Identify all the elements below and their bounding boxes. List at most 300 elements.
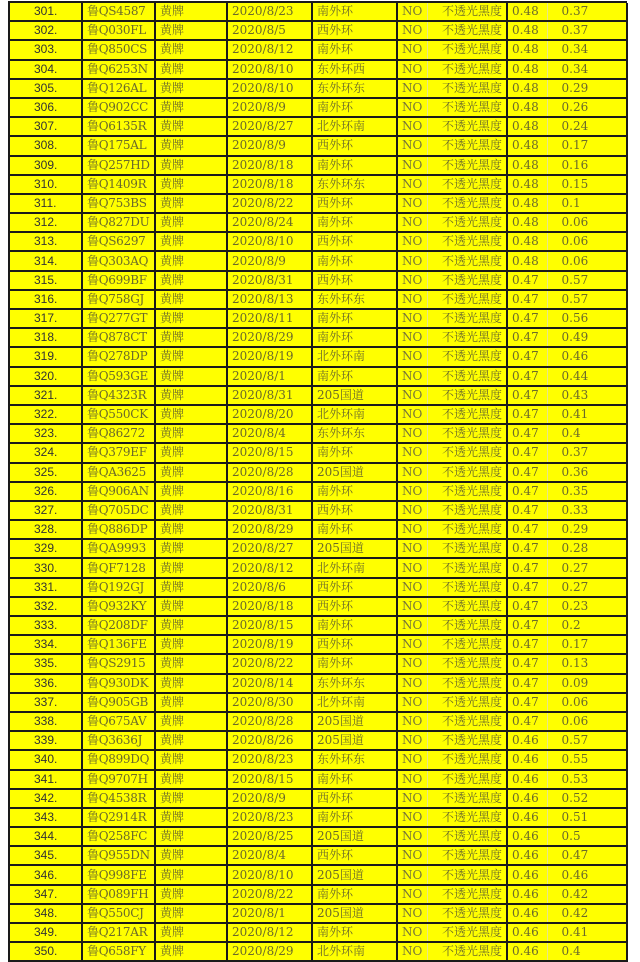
license-plate-cell[interactable]: 鲁QF7128 bbox=[82, 558, 155, 577]
flag-cell[interactable]: NO bbox=[397, 367, 427, 386]
license-plate-cell[interactable]: 鲁Q886DP bbox=[82, 520, 155, 539]
violation-type-cell[interactable]: 不透光黑度 bbox=[427, 309, 507, 328]
row-index-cell[interactable]: 314. bbox=[10, 251, 82, 270]
measured-value-cell[interactable]: 0.06 bbox=[547, 213, 627, 232]
measured-value-cell[interactable]: 0.26 bbox=[547, 98, 627, 117]
road-location-cell[interactable]: 东外环东 bbox=[312, 175, 397, 194]
road-location-cell[interactable]: 205国道 bbox=[312, 463, 397, 482]
date-cell[interactable]: 2020/8/29 bbox=[227, 942, 312, 961]
license-plate-cell[interactable]: 鲁Q192GJ bbox=[82, 578, 155, 597]
road-location-cell[interactable]: 南外环 bbox=[312, 367, 397, 386]
plate-type-cell[interactable]: 黄牌 bbox=[155, 597, 227, 616]
row-index-cell[interactable]: 325. bbox=[10, 463, 82, 482]
measured-value-cell[interactable]: 0.42 bbox=[547, 885, 627, 904]
flag-cell[interactable]: NO bbox=[397, 79, 427, 98]
plate-type-cell[interactable]: 黄牌 bbox=[155, 347, 227, 366]
road-location-cell[interactable]: 南外环 bbox=[312, 213, 397, 232]
date-cell[interactable]: 2020/8/23 bbox=[227, 750, 312, 769]
date-cell[interactable]: 2020/8/29 bbox=[227, 520, 312, 539]
road-location-cell[interactable]: 西外环 bbox=[312, 136, 397, 155]
plate-type-cell[interactable]: 黄牌 bbox=[155, 136, 227, 155]
measured-value-cell[interactable]: 0.51 bbox=[547, 808, 627, 827]
date-cell[interactable]: 2020/8/31 bbox=[227, 501, 312, 520]
date-cell[interactable]: 2020/8/15 bbox=[227, 616, 312, 635]
flag-cell[interactable]: NO bbox=[397, 232, 427, 251]
flag-cell[interactable]: NO bbox=[397, 597, 427, 616]
measured-value-cell[interactable]: 0.55 bbox=[547, 750, 627, 769]
flag-cell[interactable]: NO bbox=[397, 770, 427, 789]
flag-cell[interactable]: NO bbox=[397, 405, 427, 424]
violation-type-cell[interactable]: 不透光黑度 bbox=[427, 827, 507, 846]
limit-value-cell[interactable]: 0.48 bbox=[507, 136, 547, 155]
date-cell[interactable]: 2020/8/9 bbox=[227, 251, 312, 270]
road-location-cell[interactable]: 西外环 bbox=[312, 271, 397, 290]
license-plate-cell[interactable]: 鲁Q658FY bbox=[82, 942, 155, 961]
violation-type-cell[interactable]: 不透光黑度 bbox=[427, 290, 507, 309]
road-location-cell[interactable]: 西外环 bbox=[312, 635, 397, 654]
license-plate-cell[interactable]: 鲁Q878CT bbox=[82, 328, 155, 347]
flag-cell[interactable]: NO bbox=[397, 865, 427, 884]
violation-type-cell[interactable]: 不透光黑度 bbox=[427, 597, 507, 616]
row-index-cell[interactable]: 305. bbox=[10, 79, 82, 98]
limit-value-cell[interactable]: 0.47 bbox=[507, 309, 547, 328]
flag-cell[interactable]: NO bbox=[397, 885, 427, 904]
limit-value-cell[interactable]: 0.46 bbox=[507, 808, 547, 827]
measured-value-cell[interactable]: 0.37 bbox=[547, 3, 627, 21]
violation-type-cell[interactable]: 不透光黑度 bbox=[427, 674, 507, 693]
limit-value-cell[interactable]: 0.47 bbox=[507, 501, 547, 520]
measured-value-cell[interactable]: 0.28 bbox=[547, 539, 627, 558]
violation-type-cell[interactable]: 不透光黑度 bbox=[427, 865, 507, 884]
row-index-cell[interactable]: 329. bbox=[10, 539, 82, 558]
flag-cell[interactable]: NO bbox=[397, 846, 427, 865]
measured-value-cell[interactable]: 0.09 bbox=[547, 674, 627, 693]
limit-value-cell[interactable]: 0.46 bbox=[507, 827, 547, 846]
violation-type-cell[interactable]: 不透光黑度 bbox=[427, 443, 507, 462]
plate-type-cell[interactable]: 黄牌 bbox=[155, 654, 227, 673]
limit-value-cell[interactable]: 0.47 bbox=[507, 520, 547, 539]
flag-cell[interactable]: NO bbox=[397, 731, 427, 750]
road-location-cell[interactable]: 东外环东 bbox=[312, 424, 397, 443]
road-location-cell[interactable]: 东外环东 bbox=[312, 750, 397, 769]
measured-value-cell[interactable]: 0.44 bbox=[547, 367, 627, 386]
measured-value-cell[interactable]: 0.57 bbox=[547, 290, 627, 309]
plate-type-cell[interactable]: 黄牌 bbox=[155, 789, 227, 808]
date-cell[interactable]: 2020/8/9 bbox=[227, 136, 312, 155]
road-location-cell[interactable]: 南外环 bbox=[312, 808, 397, 827]
plate-type-cell[interactable]: 黄牌 bbox=[155, 558, 227, 577]
date-cell[interactable]: 2020/8/25 bbox=[227, 827, 312, 846]
limit-value-cell[interactable]: 0.48 bbox=[507, 232, 547, 251]
flag-cell[interactable]: NO bbox=[397, 501, 427, 520]
date-cell[interactable]: 2020/8/11 bbox=[227, 309, 312, 328]
flag-cell[interactable]: NO bbox=[397, 213, 427, 232]
violation-type-cell[interactable]: 不透光黑度 bbox=[427, 654, 507, 673]
license-plate-cell[interactable]: 鲁Q550CJ bbox=[82, 904, 155, 923]
date-cell[interactable]: 2020/8/12 bbox=[227, 923, 312, 942]
road-location-cell[interactable]: 205国道 bbox=[312, 539, 397, 558]
road-location-cell[interactable]: 南外环 bbox=[312, 40, 397, 59]
violation-type-cell[interactable]: 不透光黑度 bbox=[427, 616, 507, 635]
violation-type-cell[interactable]: 不透光黑度 bbox=[427, 731, 507, 750]
date-cell[interactable]: 2020/8/12 bbox=[227, 40, 312, 59]
row-index-cell[interactable]: 348. bbox=[10, 904, 82, 923]
flag-cell[interactable]: NO bbox=[397, 40, 427, 59]
flag-cell[interactable]: NO bbox=[397, 827, 427, 846]
plate-type-cell[interactable]: 黄牌 bbox=[155, 60, 227, 79]
license-plate-cell[interactable]: 鲁Q675AV bbox=[82, 712, 155, 731]
date-cell[interactable]: 2020/8/23 bbox=[227, 808, 312, 827]
license-plate-cell[interactable]: 鲁Q930DK bbox=[82, 674, 155, 693]
date-cell[interactable]: 2020/8/1 bbox=[227, 367, 312, 386]
measured-value-cell[interactable]: 0.41 bbox=[547, 923, 627, 942]
plate-type-cell[interactable]: 黄牌 bbox=[155, 386, 227, 405]
violation-type-cell[interactable]: 不透光黑度 bbox=[427, 750, 507, 769]
date-cell[interactable]: 2020/8/31 bbox=[227, 386, 312, 405]
flag-cell[interactable]: NO bbox=[397, 136, 427, 155]
road-location-cell[interactable]: 205国道 bbox=[312, 712, 397, 731]
limit-value-cell[interactable]: 0.46 bbox=[507, 846, 547, 865]
plate-type-cell[interactable]: 黄牌 bbox=[155, 367, 227, 386]
violation-type-cell[interactable]: 不透光黑度 bbox=[427, 558, 507, 577]
violation-type-cell[interactable]: 不透光黑度 bbox=[427, 482, 507, 501]
road-location-cell[interactable]: 西外环 bbox=[312, 597, 397, 616]
plate-type-cell[interactable]: 黄牌 bbox=[155, 578, 227, 597]
row-index-cell[interactable]: 327. bbox=[10, 501, 82, 520]
plate-type-cell[interactable]: 黄牌 bbox=[155, 635, 227, 654]
license-plate-cell[interactable]: 鲁QS4587 bbox=[82, 3, 155, 21]
row-index-cell[interactable]: 323. bbox=[10, 424, 82, 443]
plate-type-cell[interactable]: 黄牌 bbox=[155, 923, 227, 942]
flag-cell[interactable]: NO bbox=[397, 156, 427, 175]
flag-cell[interactable]: NO bbox=[397, 251, 427, 270]
plate-type-cell[interactable]: 黄牌 bbox=[155, 117, 227, 136]
date-cell[interactable]: 2020/8/23 bbox=[227, 3, 312, 21]
road-location-cell[interactable]: 东外环东 bbox=[312, 290, 397, 309]
limit-value-cell[interactable]: 0.47 bbox=[507, 539, 547, 558]
measured-value-cell[interactable]: 0.57 bbox=[547, 271, 627, 290]
road-location-cell[interactable]: 南外环 bbox=[312, 328, 397, 347]
date-cell[interactable]: 2020/8/20 bbox=[227, 405, 312, 424]
limit-value-cell[interactable]: 0.48 bbox=[507, 60, 547, 79]
flag-cell[interactable]: NO bbox=[397, 712, 427, 731]
plate-type-cell[interactable]: 黄牌 bbox=[155, 271, 227, 290]
violation-type-cell[interactable]: 不透光黑度 bbox=[427, 271, 507, 290]
measured-value-cell[interactable]: 0.17 bbox=[547, 635, 627, 654]
violation-type-cell[interactable]: 不透光黑度 bbox=[427, 156, 507, 175]
license-plate-cell[interactable]: 鲁Q906AN bbox=[82, 482, 155, 501]
row-index-cell[interactable]: 310. bbox=[10, 175, 82, 194]
plate-type-cell[interactable]: 黄牌 bbox=[155, 750, 227, 769]
row-index-cell[interactable]: 309. bbox=[10, 156, 82, 175]
row-index-cell[interactable]: 302. bbox=[10, 21, 82, 40]
measured-value-cell[interactable]: 0.49 bbox=[547, 328, 627, 347]
limit-value-cell[interactable]: 0.48 bbox=[507, 156, 547, 175]
row-index-cell[interactable]: 343. bbox=[10, 808, 82, 827]
violation-type-cell[interactable]: 不透光黑度 bbox=[427, 578, 507, 597]
date-cell[interactable]: 2020/8/26 bbox=[227, 731, 312, 750]
measured-value-cell[interactable]: 0.42 bbox=[547, 904, 627, 923]
plate-type-cell[interactable]: 黄牌 bbox=[155, 501, 227, 520]
measured-value-cell[interactable]: 0.4 bbox=[547, 424, 627, 443]
plate-type-cell[interactable]: 黄牌 bbox=[155, 98, 227, 117]
measured-value-cell[interactable]: 0.41 bbox=[547, 405, 627, 424]
flag-cell[interactable]: NO bbox=[397, 347, 427, 366]
measured-value-cell[interactable]: 0.34 bbox=[547, 40, 627, 59]
flag-cell[interactable]: NO bbox=[397, 942, 427, 961]
row-index-cell[interactable]: 333. bbox=[10, 616, 82, 635]
limit-value-cell[interactable]: 0.47 bbox=[507, 463, 547, 482]
limit-value-cell[interactable]: 0.48 bbox=[507, 40, 547, 59]
flag-cell[interactable]: NO bbox=[397, 693, 427, 712]
violation-type-cell[interactable]: 不透光黑度 bbox=[427, 194, 507, 213]
row-index-cell[interactable]: 349. bbox=[10, 923, 82, 942]
license-plate-cell[interactable]: 鲁QS2915 bbox=[82, 654, 155, 673]
road-location-cell[interactable]: 东外环东 bbox=[312, 79, 397, 98]
limit-value-cell[interactable]: 0.46 bbox=[507, 923, 547, 942]
road-location-cell[interactable]: 西外环 bbox=[312, 578, 397, 597]
row-index-cell[interactable]: 341. bbox=[10, 770, 82, 789]
limit-value-cell[interactable]: 0.46 bbox=[507, 942, 547, 961]
limit-value-cell[interactable]: 0.48 bbox=[507, 213, 547, 232]
road-location-cell[interactable]: 南外环 bbox=[312, 482, 397, 501]
row-index-cell[interactable]: 317. bbox=[10, 309, 82, 328]
flag-cell[interactable]: NO bbox=[397, 290, 427, 309]
flag-cell[interactable]: NO bbox=[397, 117, 427, 136]
violation-type-cell[interactable]: 不透光黑度 bbox=[427, 60, 507, 79]
road-location-cell[interactable]: 南外环 bbox=[312, 616, 397, 635]
row-index-cell[interactable]: 301. bbox=[10, 3, 82, 21]
violation-type-cell[interactable]: 不透光黑度 bbox=[427, 3, 507, 21]
measured-value-cell[interactable]: 0.15 bbox=[547, 175, 627, 194]
plate-type-cell[interactable]: 黄牌 bbox=[155, 865, 227, 884]
plate-type-cell[interactable]: 黄牌 bbox=[155, 21, 227, 40]
license-plate-cell[interactable]: 鲁Q303AQ bbox=[82, 251, 155, 270]
road-location-cell[interactable]: 北外环南 bbox=[312, 117, 397, 136]
violation-type-cell[interactable]: 不透光黑度 bbox=[427, 808, 507, 827]
violation-type-cell[interactable]: 不透光黑度 bbox=[427, 175, 507, 194]
measured-value-cell[interactable]: 0.29 bbox=[547, 79, 627, 98]
flag-cell[interactable]: NO bbox=[397, 654, 427, 673]
flag-cell[interactable]: NO bbox=[397, 386, 427, 405]
row-index-cell[interactable]: 307. bbox=[10, 117, 82, 136]
date-cell[interactable]: 2020/8/9 bbox=[227, 98, 312, 117]
plate-type-cell[interactable]: 黄牌 bbox=[155, 770, 227, 789]
violation-type-cell[interactable]: 不透光黑度 bbox=[427, 789, 507, 808]
road-location-cell[interactable]: 南外环 bbox=[312, 309, 397, 328]
violation-type-cell[interactable]: 不透光黑度 bbox=[427, 501, 507, 520]
measured-value-cell[interactable]: 0.52 bbox=[547, 789, 627, 808]
plate-type-cell[interactable]: 黄牌 bbox=[155, 79, 227, 98]
limit-value-cell[interactable]: 0.46 bbox=[507, 865, 547, 884]
limit-value-cell[interactable]: 0.47 bbox=[507, 424, 547, 443]
measured-value-cell[interactable]: 0.17 bbox=[547, 136, 627, 155]
license-plate-cell[interactable]: 鲁Q278DP bbox=[82, 347, 155, 366]
row-index-cell[interactable]: 347. bbox=[10, 885, 82, 904]
measured-value-cell[interactable]: 0.37 bbox=[547, 443, 627, 462]
license-plate-cell[interactable]: 鲁QA9993 bbox=[82, 539, 155, 558]
license-plate-cell[interactable]: 鲁Q550CK bbox=[82, 405, 155, 424]
license-plate-cell[interactable]: 鲁Q932KY bbox=[82, 597, 155, 616]
measured-value-cell[interactable]: 0.24 bbox=[547, 117, 627, 136]
license-plate-cell[interactable]: 鲁Q257HD bbox=[82, 156, 155, 175]
row-index-cell[interactable]: 346. bbox=[10, 865, 82, 884]
limit-value-cell[interactable]: 0.48 bbox=[507, 98, 547, 117]
row-index-cell[interactable]: 338. bbox=[10, 712, 82, 731]
license-plate-cell[interactable]: 鲁Q2914R bbox=[82, 808, 155, 827]
limit-value-cell[interactable]: 0.46 bbox=[507, 885, 547, 904]
date-cell[interactable]: 2020/8/19 bbox=[227, 635, 312, 654]
license-plate-cell[interactable]: 鲁Q277GT bbox=[82, 309, 155, 328]
flag-cell[interactable]: NO bbox=[397, 808, 427, 827]
plate-type-cell[interactable]: 黄牌 bbox=[155, 424, 227, 443]
date-cell[interactable]: 2020/8/18 bbox=[227, 597, 312, 616]
flag-cell[interactable]: NO bbox=[397, 194, 427, 213]
license-plate-cell[interactable]: 鲁Q6135R bbox=[82, 117, 155, 136]
limit-value-cell[interactable]: 0.47 bbox=[507, 693, 547, 712]
road-location-cell[interactable]: 南外环 bbox=[312, 654, 397, 673]
date-cell[interactable]: 2020/8/10 bbox=[227, 79, 312, 98]
road-location-cell[interactable]: 西外环 bbox=[312, 789, 397, 808]
road-location-cell[interactable]: 西外环 bbox=[312, 846, 397, 865]
date-cell[interactable]: 2020/8/12 bbox=[227, 558, 312, 577]
plate-type-cell[interactable]: 黄牌 bbox=[155, 328, 227, 347]
flag-cell[interactable]: NO bbox=[397, 674, 427, 693]
license-plate-cell[interactable]: 鲁Q998FE bbox=[82, 865, 155, 884]
date-cell[interactable]: 2020/8/4 bbox=[227, 846, 312, 865]
row-index-cell[interactable]: 304. bbox=[10, 60, 82, 79]
license-plate-cell[interactable]: 鲁Q175AL bbox=[82, 136, 155, 155]
road-location-cell[interactable]: 东外环西 bbox=[312, 60, 397, 79]
date-cell[interactable]: 2020/8/31 bbox=[227, 271, 312, 290]
road-location-cell[interactable]: 西外环 bbox=[312, 501, 397, 520]
license-plate-cell[interactable]: 鲁QA3625 bbox=[82, 463, 155, 482]
measured-value-cell[interactable]: 0.46 bbox=[547, 347, 627, 366]
plate-type-cell[interactable]: 黄牌 bbox=[155, 40, 227, 59]
row-index-cell[interactable]: 344. bbox=[10, 827, 82, 846]
road-location-cell[interactable]: 西外环 bbox=[312, 194, 397, 213]
violation-type-cell[interactable]: 不透光黑度 bbox=[427, 367, 507, 386]
license-plate-cell[interactable]: 鲁Q899DQ bbox=[82, 750, 155, 769]
row-index-cell[interactable]: 320. bbox=[10, 367, 82, 386]
limit-value-cell[interactable]: 0.46 bbox=[507, 731, 547, 750]
row-index-cell[interactable]: 336. bbox=[10, 674, 82, 693]
violation-type-cell[interactable]: 不透光黑度 bbox=[427, 117, 507, 136]
road-location-cell[interactable]: 南外环 bbox=[312, 885, 397, 904]
measured-value-cell[interactable]: 0.34 bbox=[547, 60, 627, 79]
license-plate-cell[interactable]: 鲁Q905GB bbox=[82, 693, 155, 712]
license-plate-cell[interactable]: 鲁Q4538R bbox=[82, 789, 155, 808]
violation-type-cell[interactable]: 不透光黑度 bbox=[427, 405, 507, 424]
plate-type-cell[interactable]: 黄牌 bbox=[155, 808, 227, 827]
row-index-cell[interactable]: 335. bbox=[10, 654, 82, 673]
flag-cell[interactable]: NO bbox=[397, 175, 427, 194]
date-cell[interactable]: 2020/8/9 bbox=[227, 789, 312, 808]
row-index-cell[interactable]: 316. bbox=[10, 290, 82, 309]
limit-value-cell[interactable]: 0.48 bbox=[507, 251, 547, 270]
limit-value-cell[interactable]: 0.47 bbox=[507, 635, 547, 654]
measured-value-cell[interactable]: 0.56 bbox=[547, 309, 627, 328]
violation-type-cell[interactable]: 不透光黑度 bbox=[427, 328, 507, 347]
license-plate-cell[interactable]: 鲁Q753BS bbox=[82, 194, 155, 213]
road-location-cell[interactable]: 南外环 bbox=[312, 3, 397, 21]
date-cell[interactable]: 2020/8/10 bbox=[227, 60, 312, 79]
row-index-cell[interactable]: 319. bbox=[10, 347, 82, 366]
limit-value-cell[interactable]: 0.47 bbox=[507, 654, 547, 673]
measured-value-cell[interactable]: 0.53 bbox=[547, 770, 627, 789]
flag-cell[interactable]: NO bbox=[397, 789, 427, 808]
plate-type-cell[interactable]: 黄牌 bbox=[155, 942, 227, 961]
flag-cell[interactable]: NO bbox=[397, 482, 427, 501]
row-index-cell[interactable]: 313. bbox=[10, 232, 82, 251]
license-plate-cell[interactable]: 鲁Q902CC bbox=[82, 98, 155, 117]
license-plate-cell[interactable]: 鲁Q6253N bbox=[82, 60, 155, 79]
date-cell[interactable]: 2020/8/6 bbox=[227, 578, 312, 597]
license-plate-cell[interactable]: 鲁Q258FC bbox=[82, 827, 155, 846]
flag-cell[interactable]: NO bbox=[397, 60, 427, 79]
plate-type-cell[interactable]: 黄牌 bbox=[155, 904, 227, 923]
flag-cell[interactable]: NO bbox=[397, 21, 427, 40]
measured-value-cell[interactable]: 0.36 bbox=[547, 463, 627, 482]
limit-value-cell[interactable]: 0.47 bbox=[507, 271, 547, 290]
date-cell[interactable]: 2020/8/14 bbox=[227, 674, 312, 693]
date-cell[interactable]: 2020/8/10 bbox=[227, 232, 312, 251]
limit-value-cell[interactable]: 0.47 bbox=[507, 616, 547, 635]
measured-value-cell[interactable]: 0.5 bbox=[547, 827, 627, 846]
limit-value-cell[interactable]: 0.47 bbox=[507, 367, 547, 386]
license-plate-cell[interactable]: 鲁QS6297 bbox=[82, 232, 155, 251]
violation-type-cell[interactable]: 不透光黑度 bbox=[427, 520, 507, 539]
license-plate-cell[interactable]: 鲁Q379EF bbox=[82, 443, 155, 462]
measured-value-cell[interactable]: 0.27 bbox=[547, 558, 627, 577]
row-index-cell[interactable]: 332. bbox=[10, 597, 82, 616]
date-cell[interactable]: 2020/8/24 bbox=[227, 213, 312, 232]
limit-value-cell[interactable]: 0.46 bbox=[507, 789, 547, 808]
row-index-cell[interactable]: 324. bbox=[10, 443, 82, 462]
limit-value-cell[interactable]: 0.48 bbox=[507, 117, 547, 136]
limit-value-cell[interactable]: 0.47 bbox=[507, 443, 547, 462]
row-index-cell[interactable]: 303. bbox=[10, 40, 82, 59]
flag-cell[interactable]: NO bbox=[397, 309, 427, 328]
date-cell[interactable]: 2020/8/16 bbox=[227, 482, 312, 501]
plate-type-cell[interactable]: 黄牌 bbox=[155, 482, 227, 501]
date-cell[interactable]: 2020/8/10 bbox=[227, 865, 312, 884]
plate-type-cell[interactable]: 黄牌 bbox=[155, 693, 227, 712]
license-plate-cell[interactable]: 鲁Q593GE bbox=[82, 367, 155, 386]
road-location-cell[interactable]: 205国道 bbox=[312, 865, 397, 884]
flag-cell[interactable]: NO bbox=[397, 463, 427, 482]
road-location-cell[interactable]: 南外环 bbox=[312, 98, 397, 117]
flag-cell[interactable]: NO bbox=[397, 578, 427, 597]
flag-cell[interactable]: NO bbox=[397, 271, 427, 290]
measured-value-cell[interactable]: 0.06 bbox=[547, 232, 627, 251]
license-plate-cell[interactable]: 鲁Q705DC bbox=[82, 501, 155, 520]
violation-type-cell[interactable]: 不透光黑度 bbox=[427, 846, 507, 865]
plate-type-cell[interactable]: 黄牌 bbox=[155, 674, 227, 693]
row-index-cell[interactable]: 331. bbox=[10, 578, 82, 597]
license-plate-cell[interactable]: 鲁Q136FE bbox=[82, 635, 155, 654]
measured-value-cell[interactable]: 0.43 bbox=[547, 386, 627, 405]
violation-type-cell[interactable]: 不透光黑度 bbox=[427, 347, 507, 366]
date-cell[interactable]: 2020/8/22 bbox=[227, 654, 312, 673]
measured-value-cell[interactable]: 0.29 bbox=[547, 520, 627, 539]
road-location-cell[interactable]: 北外环南 bbox=[312, 693, 397, 712]
date-cell[interactable]: 2020/8/19 bbox=[227, 347, 312, 366]
plate-type-cell[interactable]: 黄牌 bbox=[155, 463, 227, 482]
violation-type-cell[interactable]: 不透光黑度 bbox=[427, 40, 507, 59]
violation-type-cell[interactable]: 不透光黑度 bbox=[427, 904, 507, 923]
road-location-cell[interactable]: 南外环 bbox=[312, 923, 397, 942]
